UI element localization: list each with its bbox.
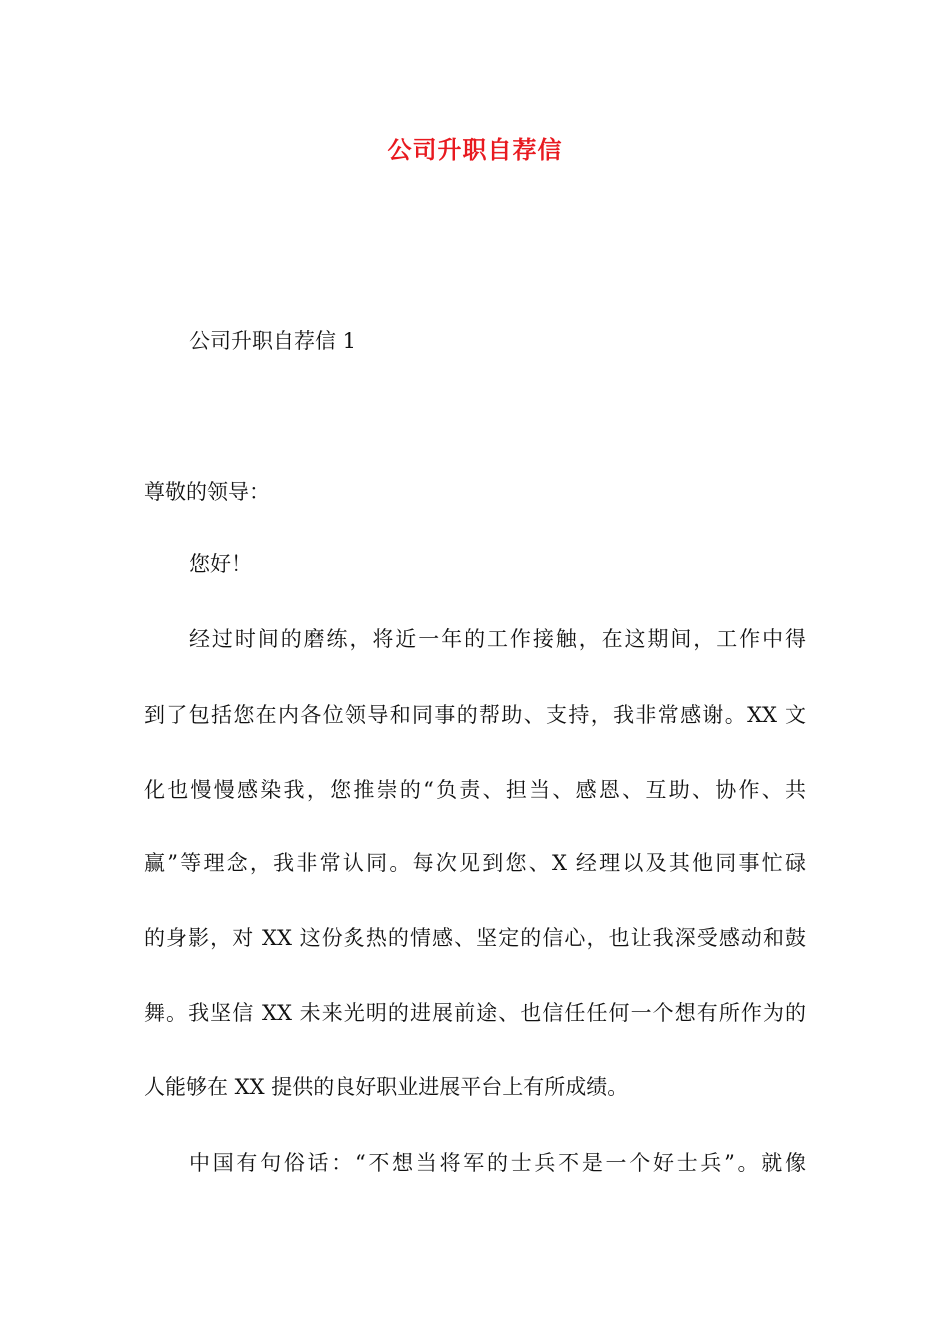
greeting: 您好！ [189, 552, 252, 576]
paragraph-line: 赢”等理念，我非常认同。每次见到您、X 经理以及其他同事忙碌 [144, 851, 806, 875]
paragraph-line: 舞。我坚信 XX 未来光明的进展前途、也信任任何一个想有所作为的 [144, 1001, 806, 1025]
paragraph-line: 到了包括您在内各位领导和同事的帮助、支持，我非常感谢。XX 文 [144, 703, 806, 727]
paragraph-line: 的身影，对 XX 这份炙热的情感、坚定的信心，也让我深受感动和鼓 [144, 926, 806, 950]
salutation: 尊敬的领导： [144, 480, 270, 504]
paragraph-line: 化也慢慢感染我，您推崇的“负责、担当、感恩、互助、协作、共 [144, 778, 806, 802]
document-title: 公司升职自荐信 [387, 136, 563, 164]
paragraph-line: 经过时间的磨练，将近一年的工作接触，在这期间，工作中得 [189, 627, 806, 651]
paragraph-line: 人能够在 XX 提供的良好职业进展平台上有所成绩。 [144, 1075, 629, 1099]
document-subtitle: 公司升职自荐信 1 [189, 329, 357, 353]
paragraph-line: 中国有句俗话：“不想当将军的士兵不是一个好士兵”。就像 [189, 1151, 806, 1175]
